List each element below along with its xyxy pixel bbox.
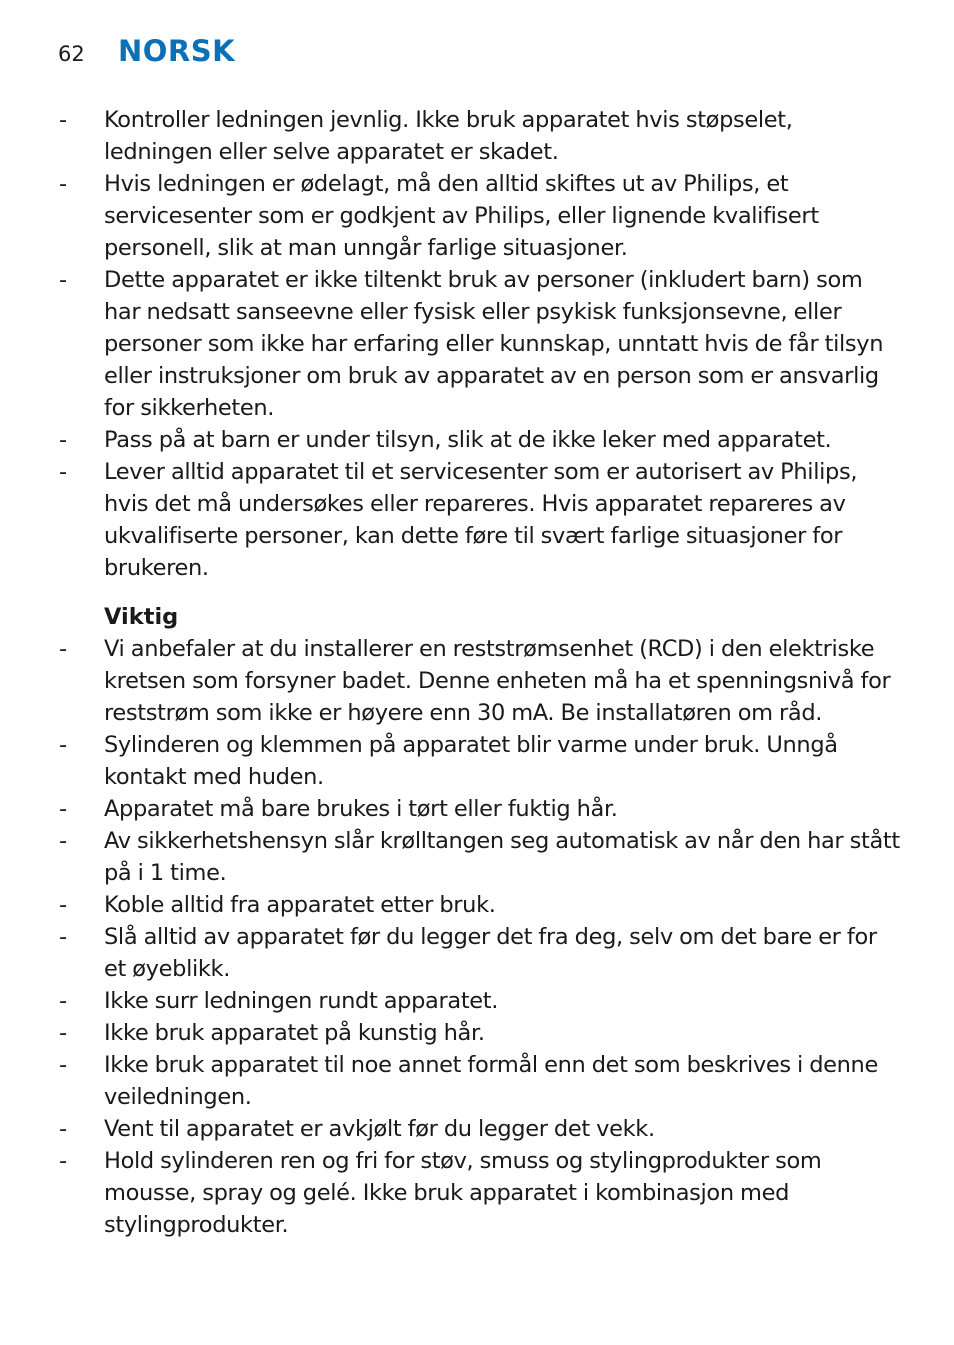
important-list	[0, 633, 954, 1241]
list-item	[0, 729, 954, 793]
bullet-dash: -	[59, 1052, 67, 1078]
item-text: Lever alltid apparatet til et servicesenter som er autorisert av Philips, hvis det må undersøkes eller repareres. Hvis apparatet repareres av ukvalifiserte personer, kan dette føre til svært farlige situasjoner for brukeren.	[104, 459, 858, 581]
item-text: Apparatet må bare brukes i tørt eller fuktig hår.	[104, 796, 618, 822]
page-header	[58, 34, 235, 68]
list-item	[0, 1113, 954, 1145]
list-item	[0, 825, 954, 889]
item-text: Pass på at barn er under tilsyn, slik at de ikke leker med apparatet.	[104, 427, 832, 453]
bullet-dash: -	[59, 796, 67, 822]
item-text: Hvis ledningen er ødelagt, må den alltid skiftes ut av Philips, et servicesenter som er godkjent av Philips, eller lignende kvalifisert personell, slik at man unngår farlige situasjoner.	[104, 171, 819, 261]
page-content	[0, 104, 954, 1241]
section-heading: Viktig	[104, 604, 179, 630]
bullet-dash: -	[59, 924, 67, 950]
item-text: Koble alltid fra apparatet etter bruk.	[104, 892, 496, 918]
item-text: Ikke bruk apparatet til noe annet formål enn det som beskrives i denne veiledningen.	[104, 1052, 878, 1110]
item-text: Vi anbefaler at du installerer en reststrømsenhet (RCD) i den elektriske kretsen som forsyner badet. Denne enheten må ha et spenningsnivå for reststrøm som ikke er høyere enn 30 mA. Be installatøren om råd.	[104, 636, 891, 726]
list-item	[0, 793, 954, 825]
item-text: Ikke surr ledningen rundt apparatet.	[104, 988, 499, 1014]
item-text: Vent til apparatet er avkjølt før du legger det vekk.	[104, 1116, 655, 1142]
bullet-dash: -	[59, 1148, 67, 1174]
list-item	[0, 168, 954, 264]
list-item	[0, 1145, 954, 1241]
list-item	[0, 424, 954, 456]
item-text: Dette apparatet er ikke tiltenkt bruk av personer (inkludert barn) som har nedsatt sanseevne eller fysisk eller psykisk funksjonsevne, eller personer som ikke har erfaring eller kunnskap, unntatt hvis de får tilsyn eller instruksjoner om bruk av apparatet av en person som er ansvarlig for sikkerheten.	[104, 267, 884, 421]
item-text: Av sikkerhetshensyn slår krølltangen seg automatisk av når den har stått på i 1 time.	[104, 828, 900, 886]
bullet-dash: -	[59, 267, 67, 293]
safety-list	[0, 104, 954, 584]
bullet-dash: -	[59, 107, 67, 133]
bullet-dash: -	[59, 732, 67, 758]
list-item	[0, 1049, 954, 1113]
list-item	[0, 889, 954, 921]
item-text: Hold sylinderen ren og fri for støv, smuss og stylingprodukter som mousse, spray og gelé. Ikke bruk apparatet i kombinasjon med stylingprodukter.	[104, 1148, 822, 1238]
list-item	[0, 456, 954, 584]
item-text: Slå alltid av apparatet før du legger det fra deg, selv om det bare er for et øyeblikk.	[104, 924, 877, 982]
list-item	[0, 921, 954, 985]
bullet-dash: -	[59, 828, 67, 854]
list-item	[0, 985, 954, 1017]
bullet-dash: -	[59, 171, 67, 197]
list-item	[0, 104, 954, 168]
item-text: Sylinderen og klemmen på apparatet blir varme under bruk. Unngå kontakt med huden.	[104, 732, 838, 790]
list-item	[0, 633, 954, 729]
bullet-dash: -	[59, 427, 67, 453]
list-item	[0, 1017, 954, 1049]
bullet-dash: -	[59, 459, 67, 485]
bullet-dash: -	[59, 636, 67, 662]
language-title: NORSK	[118, 34, 236, 68]
item-text: Ikke bruk apparatet på kunstig hår.	[104, 1020, 485, 1046]
bullet-dash: -	[59, 892, 67, 918]
bullet-dash: -	[59, 1020, 67, 1046]
list-item	[0, 264, 954, 424]
page-number: 62	[58, 42, 85, 66]
item-text: Kontroller ledningen jevnlig. Ikke bruk apparatet hvis støpselet, ledningen eller selve apparatet er skadet.	[104, 107, 793, 165]
bullet-dash: -	[59, 988, 67, 1014]
bullet-dash: -	[59, 1116, 67, 1142]
